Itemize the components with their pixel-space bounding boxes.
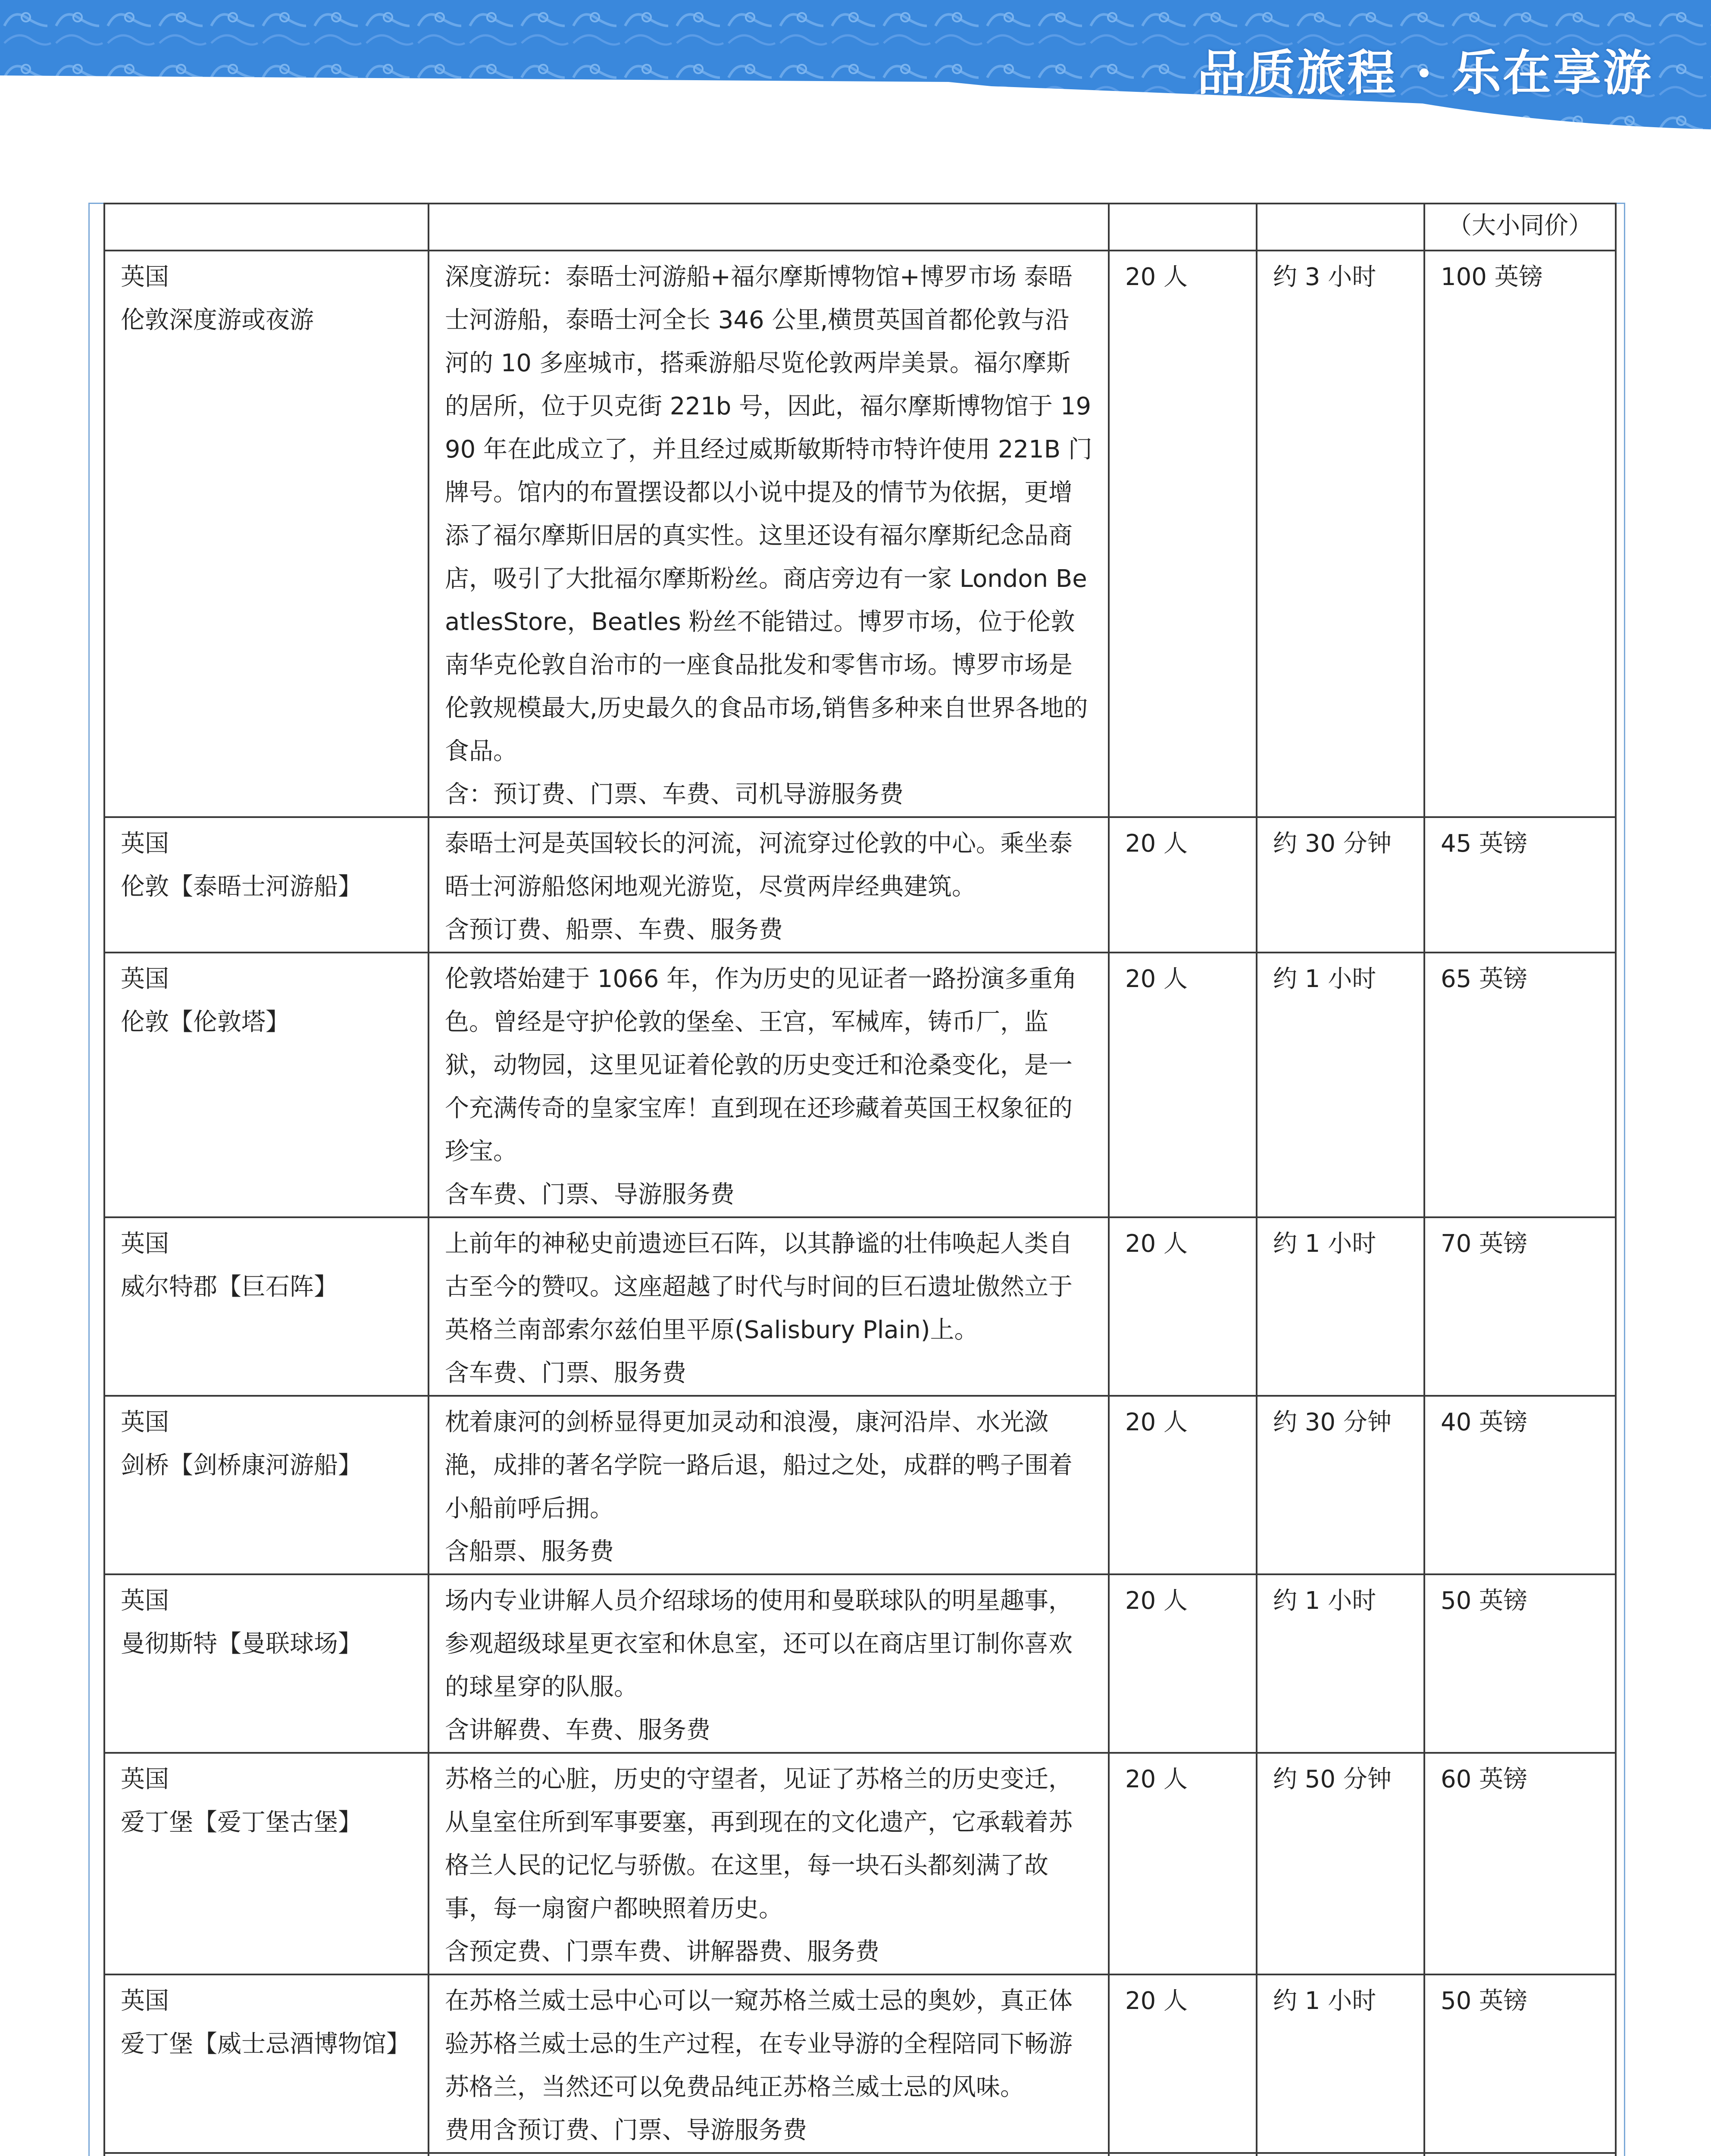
tour-price-cell [1424,1753,1616,1974]
tour-name: 伦敦【泰晤士河游船】 [121,873,362,901]
tour-description: 泰晤士河是英国较长的河流，河流穿过伦敦的中心。乘坐泰晤士河游船悠闲地观光游览，尽赏两岸经典建筑。 [445,830,1073,901]
tour-people-cell [1109,953,1257,1217]
header-slogan: 品质旅程 · 乐在享游 [1197,45,1653,101]
tour-duration: 约 1 小时 [1273,965,1376,993]
price-note: （大小同价） [1424,204,1616,251]
tour-people-cell [1109,2153,1257,2156]
tour-price-cell [1424,251,1616,817]
tour-description-cell [429,251,1109,817]
tour-region: 英国 [121,1765,169,1793]
tour-name: 威尔特郡【巨石阵】 [121,1273,338,1301]
table-row [104,953,1616,1217]
tour-price: 70 英镑 [1441,1230,1528,1258]
tour-duration: 约 1 小时 [1273,1230,1376,1258]
tour-price-cell [1424,953,1616,1217]
tour-region: 英国 [121,830,169,858]
tour-table [103,203,1617,2156]
tour-name: 爱丁堡【爱丁堡古堡】 [121,1808,362,1836]
tour-name: 爱丁堡【威士忌酒博物馆】 [121,2030,410,2058]
tour-people: 20 人 [1125,830,1188,858]
tour-includes: 含车费、门票、导游服务费 [445,1181,735,1209]
tour-description-cell [429,1574,1109,1753]
tour-price: 65 英镑 [1441,965,1528,993]
tour-name: 伦敦深度游或夜游 [121,306,314,334]
cell-empty [429,204,1109,251]
tour-description: 苏格兰的心脏，历史的守望者，见证了苏格兰的历史变迁，从皇室住所到军事要塞，再到现在的文化遗产，它承载着苏格兰人民的记忆与骄傲。在这里，每一块石头都刻满了故事，每一扇窗户都映照着历史。 [445,1765,1073,1923]
tour-duration-cell [1257,251,1424,817]
tour-includes: 含讲解费、车费、服务费 [445,1716,710,1744]
tour-people: 20 人 [1125,1587,1188,1615]
tour-includes: 含预订费、船票、车费、服务费 [445,916,783,944]
tour-description: 伦敦塔始建于 1066 年，作为历史的见证者一路扮演多重角色。曾经是守护伦敦的堡垒、王宫，军械库，铸币厂，监狱，动物园，这里见证着伦敦的历史变迁和沧桑变化，是一个充满传奇的皇家宝库！直到现在还珍藏着英国王权象征的珍宝。 [445,965,1077,1166]
tour-duration-cell [1257,1753,1424,1974]
tour-duration-cell [1257,1217,1424,1396]
tour-people: 20 人 [1125,1987,1188,2015]
tour-description: 深度游玩：泰晤士河游船+福尔摩斯博物馆+博罗市场 泰晤士河游船，泰晤士河全长 346 公里,横贯英国首都伦敦与沿河的 10 多座城市，搭乘游船尽览伦敦两岸美景。福尔摩斯的居所，位于贝克街 221b 号，因此，福尔摩斯博物馆于 1990 年在此成立了，并且经过威斯敏斯特市特许使用 221B 门牌号。馆内的布置摆设都以小说中提及的情节为依据，更增添了福尔摩斯旧居的真实性。这里还设有福尔摩斯纪念品商店，吸引了大批福尔摩斯粉丝。商店旁边有一家 London BeatlesStore，Beatles 粉丝不能错过。博罗市场，位于伦敦南华克伦敦自治市的一座食品批发和零售市场。博罗市场是伦敦规模最大,历史最久的食品市场,销售多种来自世界各地的食品。 [445,263,1092,765]
tour-duration: 约 30 分钟 [1273,1408,1392,1436]
tour-location-cell [104,1217,429,1396]
tour-price: 45 英镑 [1441,830,1528,858]
tour-price-cell [1424,1396,1616,1574]
tour-description-cell [429,1217,1109,1396]
tour-name: 剑桥【剑桥康河游船】 [121,1451,362,1479]
tour-location-cell [104,251,429,817]
tour-people-cell [1109,1753,1257,1974]
table-row [104,1753,1616,1974]
tour-description: 枕着康河的剑桥显得更加灵动和浪漫，康河沿岸、水光潋滟，成排的著名学院一路后退，船过之处，成群的鸭子围着小船前呼后拥。 [445,1408,1073,1523]
tour-region: 英国 [121,1408,169,1436]
tour-price-cell [1424,817,1616,953]
cell-empty [1109,204,1257,251]
tour-location-cell [104,1753,429,1974]
tour-includes: 含车费、门票、服务费 [445,1359,686,1387]
tour-location-cell [104,953,429,1217]
tour-duration: 约 30 分钟 [1273,830,1392,858]
tour-name: 曼彻斯特【曼联球场】 [121,1630,362,1658]
table-row [104,2153,1616,2156]
tour-price-cell [1424,1574,1616,1753]
tour-price-cell [1424,1974,1616,2153]
tour-description-cell [429,953,1109,1217]
tour-duration: 约 50 分钟 [1273,1765,1392,1793]
tour-name: 伦敦【伦敦塔】 [121,1008,290,1036]
tour-includes: 费用含预订费、门票、导游服务费 [445,2116,807,2144]
tour-price-cell [1424,2153,1616,2156]
table-row [104,1574,1616,1753]
tour-people: 20 人 [1125,1408,1188,1436]
tour-price: 40 英镑 [1441,1408,1528,1436]
tour-location-cell [104,2153,429,2156]
tour-location-cell [104,1396,429,1574]
tour-includes: 含船票、服务费 [445,1538,614,1566]
tour-description-cell [429,1396,1109,1574]
tour-duration-cell [1257,2153,1424,2156]
tour-region: 英国 [121,263,169,291]
tour-region: 英国 [121,965,169,993]
tour-duration: 约 1 小时 [1273,1987,1376,2015]
tour-price: 50 英镑 [1441,1987,1528,2015]
tour-price: 60 英镑 [1441,1765,1528,1793]
tour-region: 英国 [121,1987,169,2015]
tour-people: 20 人 [1125,263,1188,291]
tour-duration: 约 1 小时 [1273,1587,1376,1615]
table-row [104,251,1616,817]
tour-region: 英国 [121,1587,169,1615]
tour-description-cell [429,2153,1109,2156]
cell-empty [104,204,429,251]
tour-region: 英国 [121,1230,169,1258]
tour-people: 20 人 [1125,965,1188,993]
tour-location-cell [104,1974,429,2153]
tour-includes: 含预定费、门票车费、讲解器费、服务费 [445,1938,879,1966]
table-row [104,817,1616,953]
tour-includes: 含：预订费、门票、车费、司机导游服务费 [445,780,904,808]
table-row [104,1974,1616,2153]
cell-empty [1257,204,1424,251]
tour-price: 50 英镑 [1441,1587,1528,1615]
tour-duration-cell [1257,1574,1424,1753]
tour-duration: 约 3 小时 [1273,263,1376,291]
tour-description: 场内专业讲解人员介绍球场的使用和曼联球队的明星趣事，参观超级球星更衣室和休息室，还可以在商店里订制你喜欢的球星穿的队服。 [445,1587,1073,1701]
tour-description-cell [429,1974,1109,2153]
tour-description-cell [429,817,1109,953]
tour-price-cell [1424,1217,1616,1396]
tour-description: 在苏格兰威士忌中心可以一窥苏格兰威士忌的奥妙，真正体验苏格兰威士忌的生产过程，在专业导游的全程陪同下畅游苏格兰，当然还可以免费品纯正苏格兰威士忌的风味。 [445,1987,1073,2101]
table-row-continued [104,204,1616,251]
tour-duration-cell [1257,1396,1424,1574]
tour-people-cell [1109,1574,1257,1753]
tour-people-cell [1109,1974,1257,2153]
table-row [104,1396,1616,1574]
tour-duration-cell [1257,1974,1424,2153]
tour-duration-cell [1257,953,1424,1217]
tour-people-cell [1109,1217,1257,1396]
tour-location-cell [104,817,429,953]
tour-people: 20 人 [1125,1765,1188,1793]
tour-price: 100 英镑 [1441,263,1543,291]
tour-people-cell [1109,817,1257,953]
tour-duration-cell [1257,817,1424,953]
tour-people: 20 人 [1125,1230,1188,1258]
tour-description: 上前年的神秘史前遗迹巨石阵，以其静谧的壮伟唤起人类自古至今的赞叹。这座超越了时代与时间的巨石遗址傲然立于英格兰南部索尔兹伯里平原(Salisbury Plain)上。 [445,1230,1073,1344]
tour-description-cell [429,1753,1109,1974]
tour-people-cell [1109,251,1257,817]
tour-location-cell [104,1574,429,1753]
table-row [104,1217,1616,1396]
tour-people-cell [1109,1396,1257,1574]
